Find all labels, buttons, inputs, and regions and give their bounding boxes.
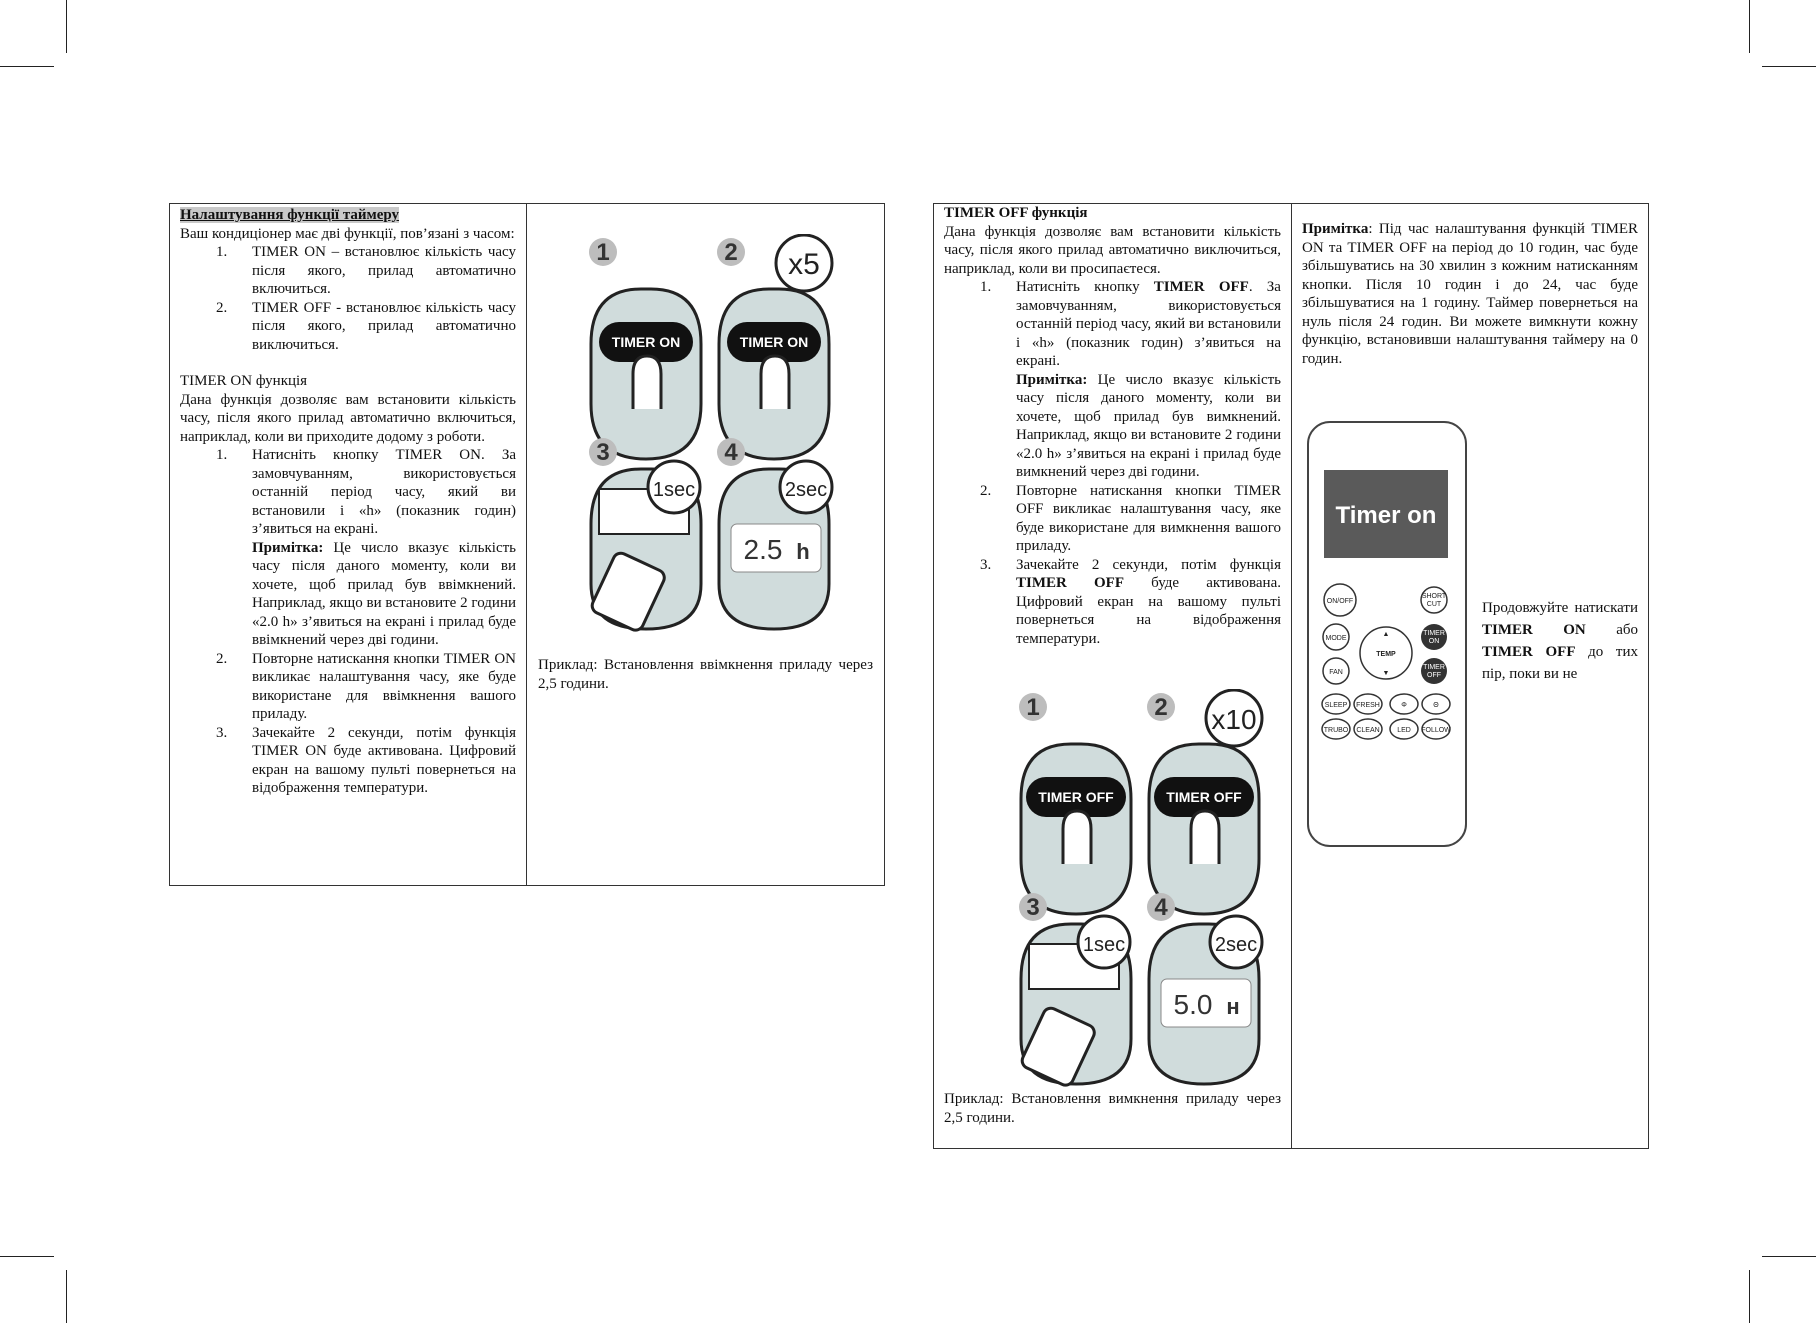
display-value: 5.0 [1173, 989, 1213, 1020]
swing-down-button[interactable]: Θ [1433, 702, 1439, 709]
timer-off-key-label[interactable]: TIMER [1423, 664, 1445, 671]
step-badge: 1 [596, 239, 610, 266]
right-note-cell [1292, 204, 1648, 1148]
crop-mark [0, 1256, 54, 1257]
right-table [933, 203, 1649, 1149]
temp-button[interactable]: TEMP [1376, 651, 1396, 658]
timer-on-button-label: TIMER ON [611, 334, 681, 350]
list-item: 3. Зачекайте 2 секунди, потім функція TIMER ON буде активована. Цифровий екран на вашому пульті повернеться на відображення температури. [216, 724, 516, 796]
wait-label: 1sec [1082, 934, 1126, 956]
list-item: 2. TIMER OFF - встановлює кількість часу після якого, прилад автоматично виключиться. [216, 299, 516, 353]
on-off-button[interactable]: ON/OFF [1326, 598, 1354, 605]
step-badge: 3 [596, 439, 610, 466]
step-badge: 2 [1154, 694, 1168, 721]
timer-on-description: Дана функція дозволяє вам встановити кількість часу, після якого прилад автоматично включиться, наприклад, коли ви приходите додому з роботи. [180, 391, 516, 445]
timer-off-steps [944, 278, 1281, 648]
timer-off-description: Дана функція дозволяє вам встановити кількість часу, після якого прилад автоматично виключиться, наприклад, коли ви просипаєтеся. [944, 223, 1281, 277]
wait-label: 2sec [784, 479, 828, 501]
crop-mark [1749, 1270, 1750, 1323]
svg-text:▲: ▲ [1382, 631, 1390, 638]
figure-caption: Приклад: Встановлення вимкнення приладу через 2,5 години. [944, 1091, 1281, 1126]
list-item: 3. Зачекайте 2 секунди, потім функція TIMER OFF буде активована. Цифровий екран на вашому пульті повернеться на відображення температури. [980, 556, 1281, 647]
fresh-button[interactable]: FRESH [1356, 702, 1380, 709]
led-button[interactable]: LED [1397, 727, 1411, 734]
intro-text: Ваш кондиціонер має дві функції, пов’язані з часом: [180, 225, 515, 242]
step-badge: 2 [724, 239, 738, 266]
mode-button[interactable]: MODE [1325, 635, 1347, 642]
timer-off-button-label: TIMER OFF [1166, 789, 1242, 805]
left-figure-cell [527, 204, 884, 885]
timer-off-illustration [1011, 689, 1271, 1089]
crop-mark [0, 66, 54, 67]
left-text-cell [170, 204, 527, 885]
timer-off-heading: TIMER OFF функція [944, 205, 1088, 221]
display-unit: н [1226, 994, 1240, 1019]
step-badge: 4 [724, 439, 738, 466]
timer-on-heading: TIMER ON функція [180, 373, 308, 389]
step-badge: 3 [1026, 894, 1040, 921]
list-item: 2. Повторне натискання кнопки TIMER OFF викликає налаштування часу, яке буде використане для вимкнення вашого приладу. [980, 482, 1281, 554]
crop-mark [66, 1270, 67, 1323]
timer-off-key-label[interactable]: OFF [1427, 672, 1441, 679]
timer-on-steps [180, 446, 516, 798]
list-item: 1. Натисніть кнопку TIMER ON. За замовчуванням, використовується останній період часу, який ви встановили і «h» (показник годин) з’явиться на екрані. Примітка: Це число вказує кількість часу після даного моменту, коли ви хочете, щоб прилад був ввімкнений. Наприклад, якщо ви встановите 2 години «2.0 h» з’явиться на екрані і прилад буде ввімкнений через дві години. [216, 447, 516, 648]
press-count: x10 [1211, 704, 1257, 735]
fan-button[interactable]: FAN [1329, 669, 1343, 676]
short-cut-label: SHORT [1421, 593, 1447, 600]
remote-control [1306, 420, 1470, 850]
section-title: Налаштування функції таймеру [180, 207, 400, 223]
swing-up-button[interactable]: Φ [1401, 702, 1407, 709]
timer-off-button-label: TIMER OFF [1038, 789, 1114, 805]
timer-on-key-label[interactable]: TIMER [1423, 630, 1445, 637]
figure-caption: Приклад: Встановлення ввімкнення приладу через 2,5 години. [538, 657, 873, 692]
right-text-cell [934, 204, 1292, 1148]
timer-on-key-label[interactable]: ON [1428, 638, 1440, 645]
remote-screen-text: Timer on [1335, 502, 1437, 529]
left-table [169, 203, 885, 886]
step-badge: 4 [1154, 894, 1168, 921]
wait-label: 2sec [1214, 934, 1258, 956]
press-count: x5 [788, 248, 820, 281]
wait-label: 1sec [652, 479, 696, 501]
sleep-button[interactable]: SLEEP [1324, 702, 1348, 709]
turbo-button[interactable]: TRUBO [1323, 727, 1349, 734]
follow-button[interactable]: FOLLOW [1421, 727, 1451, 734]
list-item: 1. Натисніть кнопку TIMER OFF. За замовчуванням, використовується останній період часу, який ви встановили і «h» (показник годин) з’явиться на екрані. Примітка: Це число вказує кількість часу після даного моменту, коли ви хочете, щоб прилад був вимкнений. Наприклад, якщо ви встановите 2 години «2.0 h» з’явиться на екрані і прилад буде вимкнений через дві години. [980, 279, 1281, 480]
functions-list [180, 243, 516, 354]
list-item: 1. TIMER ON – встановлює кількість часу після якого, прилад автоматично включиться. [216, 244, 516, 297]
timer-on-illustration [581, 234, 841, 634]
clean-button[interactable]: CLEAN [1356, 727, 1380, 734]
crop-mark [1762, 1256, 1816, 1257]
crop-mark [66, 0, 67, 53]
crop-mark [1762, 66, 1816, 67]
display-unit: h [796, 539, 810, 564]
short-cut-label: CUT [1426, 601, 1442, 608]
continue-text: Продовжуйте натискати TIMER ON або TIMER OFF до тих пір, поки ви не [1482, 600, 1639, 682]
list-item: 2. Повторне натискання кнопки TIMER ON викликає налаштування часу, яке буде використане для ввімкнення вашого приладу. [216, 650, 516, 722]
note-paragraph: Примітка: Під час налаштування функцій TIMER ON та TIMER OFF на період до 10 годин, час буде збільшуватись на 30 хвилин з кожним натисканням кнопки. Після 10 годин і до 24, час буде збільшуватися на 1 годину. Таймер повернеться на нуль після 24 годин. Ви можете вимкнути кожну функцію, встановивши налаштування таймеру на 0 годин. [1302, 221, 1638, 367]
timer-on-button-label: TIMER ON [739, 334, 809, 350]
crop-mark [1749, 0, 1750, 53]
svg-text:▼: ▼ [1382, 670, 1390, 677]
step-badge: 1 [1026, 694, 1040, 721]
display-value: 2.5 [743, 534, 783, 565]
